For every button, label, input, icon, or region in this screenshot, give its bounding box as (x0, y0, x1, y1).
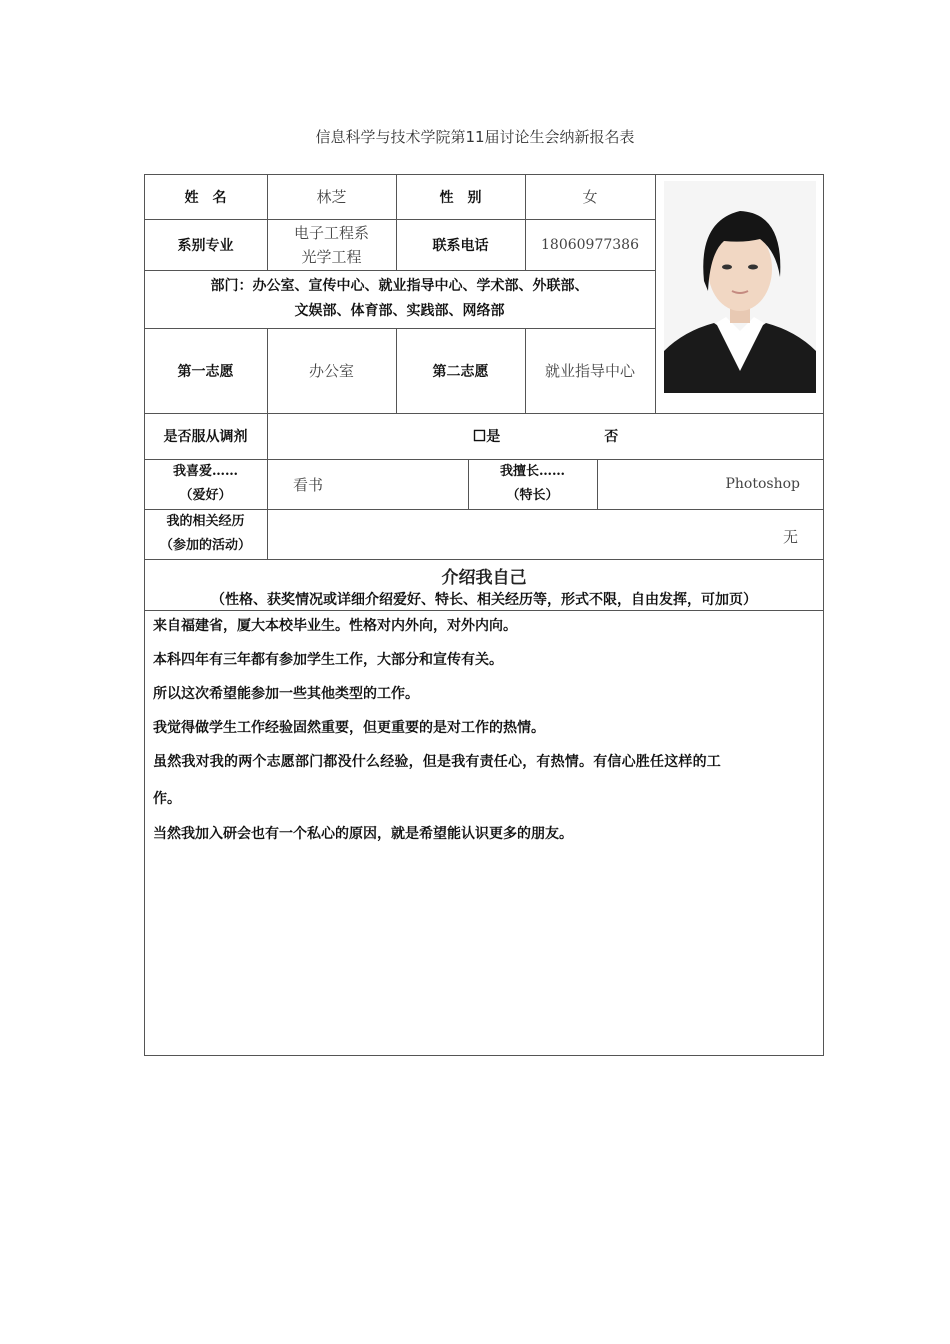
adjust-yes-label: 是 (486, 429, 501, 445)
name-value: 林芝 (316, 188, 347, 206)
dept-value: 电子工程系 (293, 223, 369, 242)
adjust-options (267, 413, 824, 459)
intro-paragraph: 虽然我对我的两个志愿部门都没什么经验，但是我有责任心，有热情。有信心胜任这样的工 (153, 754, 721, 770)
adjust-yes-checkbox[interactable] (473, 426, 500, 446)
intro-subheading: （性格、获奖情况或详细介绍爱好、特长、相关经历等，形式不限，自由发挥，可加页） (211, 592, 757, 608)
checkbox-icon: ☐ (472, 427, 487, 445)
hobby-label (144, 459, 267, 509)
intro-paragraph: 本科四年有三年都有参加学生工作，大部分和宣传有关。 (153, 652, 503, 668)
second-choice-value: 就业指导中心 (544, 362, 635, 380)
major-value: 光学工程 (301, 247, 362, 266)
right-eye (748, 265, 758, 270)
dept-major-value (267, 219, 396, 270)
row-divider (144, 559, 824, 560)
skill-value: Photoshop (725, 476, 800, 492)
skill-label (468, 459, 597, 509)
hobby-label-line-1: 我喜爱…… (172, 464, 238, 479)
intro-paragraph: 作。 (153, 791, 181, 807)
experience-value: 无 (782, 527, 798, 546)
skill-label-line-1: 我擅长…… (499, 464, 565, 479)
experience-label-line-1: 我的相关经历 (166, 514, 245, 529)
skill-label-line-2: （特长） (506, 488, 559, 503)
gender-value: 女 (582, 188, 598, 206)
adjust-no-label: 否 (604, 429, 619, 445)
first-choice-label: 第一志愿 (177, 363, 234, 380)
departments-line-1: 部门：办公室、宣传中心、就业指导中心、学术部、外联部、 (210, 278, 589, 294)
intro-paragraph: 所以这次希望能参加一些其他类型的工作。 (153, 686, 419, 702)
dept-major-label: 系别专业 (177, 237, 234, 254)
experience-label-line-2: （参加的活动） (159, 538, 251, 553)
departments-list (144, 270, 655, 328)
intro-heading: 介绍我自己 (441, 567, 527, 588)
form-title: 信息科学与技术学院第11届讨论生会纳新报名表 (315, 128, 635, 146)
second-choice-label: 第二志愿 (432, 363, 489, 380)
adjust-label: 是否服从调剂 (163, 429, 248, 445)
col-divider (655, 174, 656, 413)
first-choice-value: 办公室 (308, 362, 354, 380)
departments-line-2: 文娱部、体育部、实践部、网络部 (294, 303, 505, 319)
intro-paragraph: 我觉得做学生工作经验固然重要，但更重要的是对工作的热情。 (153, 720, 545, 736)
portrait-image (664, 181, 816, 393)
applicant-photo (664, 181, 816, 393)
intro-paragraph: 来自福建省，厦大本校毕业生。性格对内外向，对外内向。 (153, 618, 517, 634)
name-label: 姓 名 (184, 189, 227, 206)
hobby-value: 看书 (293, 475, 324, 494)
hobby-label-line-2: （爱好） (179, 488, 232, 503)
experience-label (144, 509, 267, 559)
left-eye (722, 265, 732, 270)
intro-paragraph: 当然我加入研会也有一个私心的原因，就是希望能认识更多的朋友。 (153, 826, 573, 842)
phone-label: 联系电话 (432, 237, 489, 254)
phone-value: 18060977386 (541, 236, 639, 253)
gender-label: 性 别 (439, 189, 482, 206)
